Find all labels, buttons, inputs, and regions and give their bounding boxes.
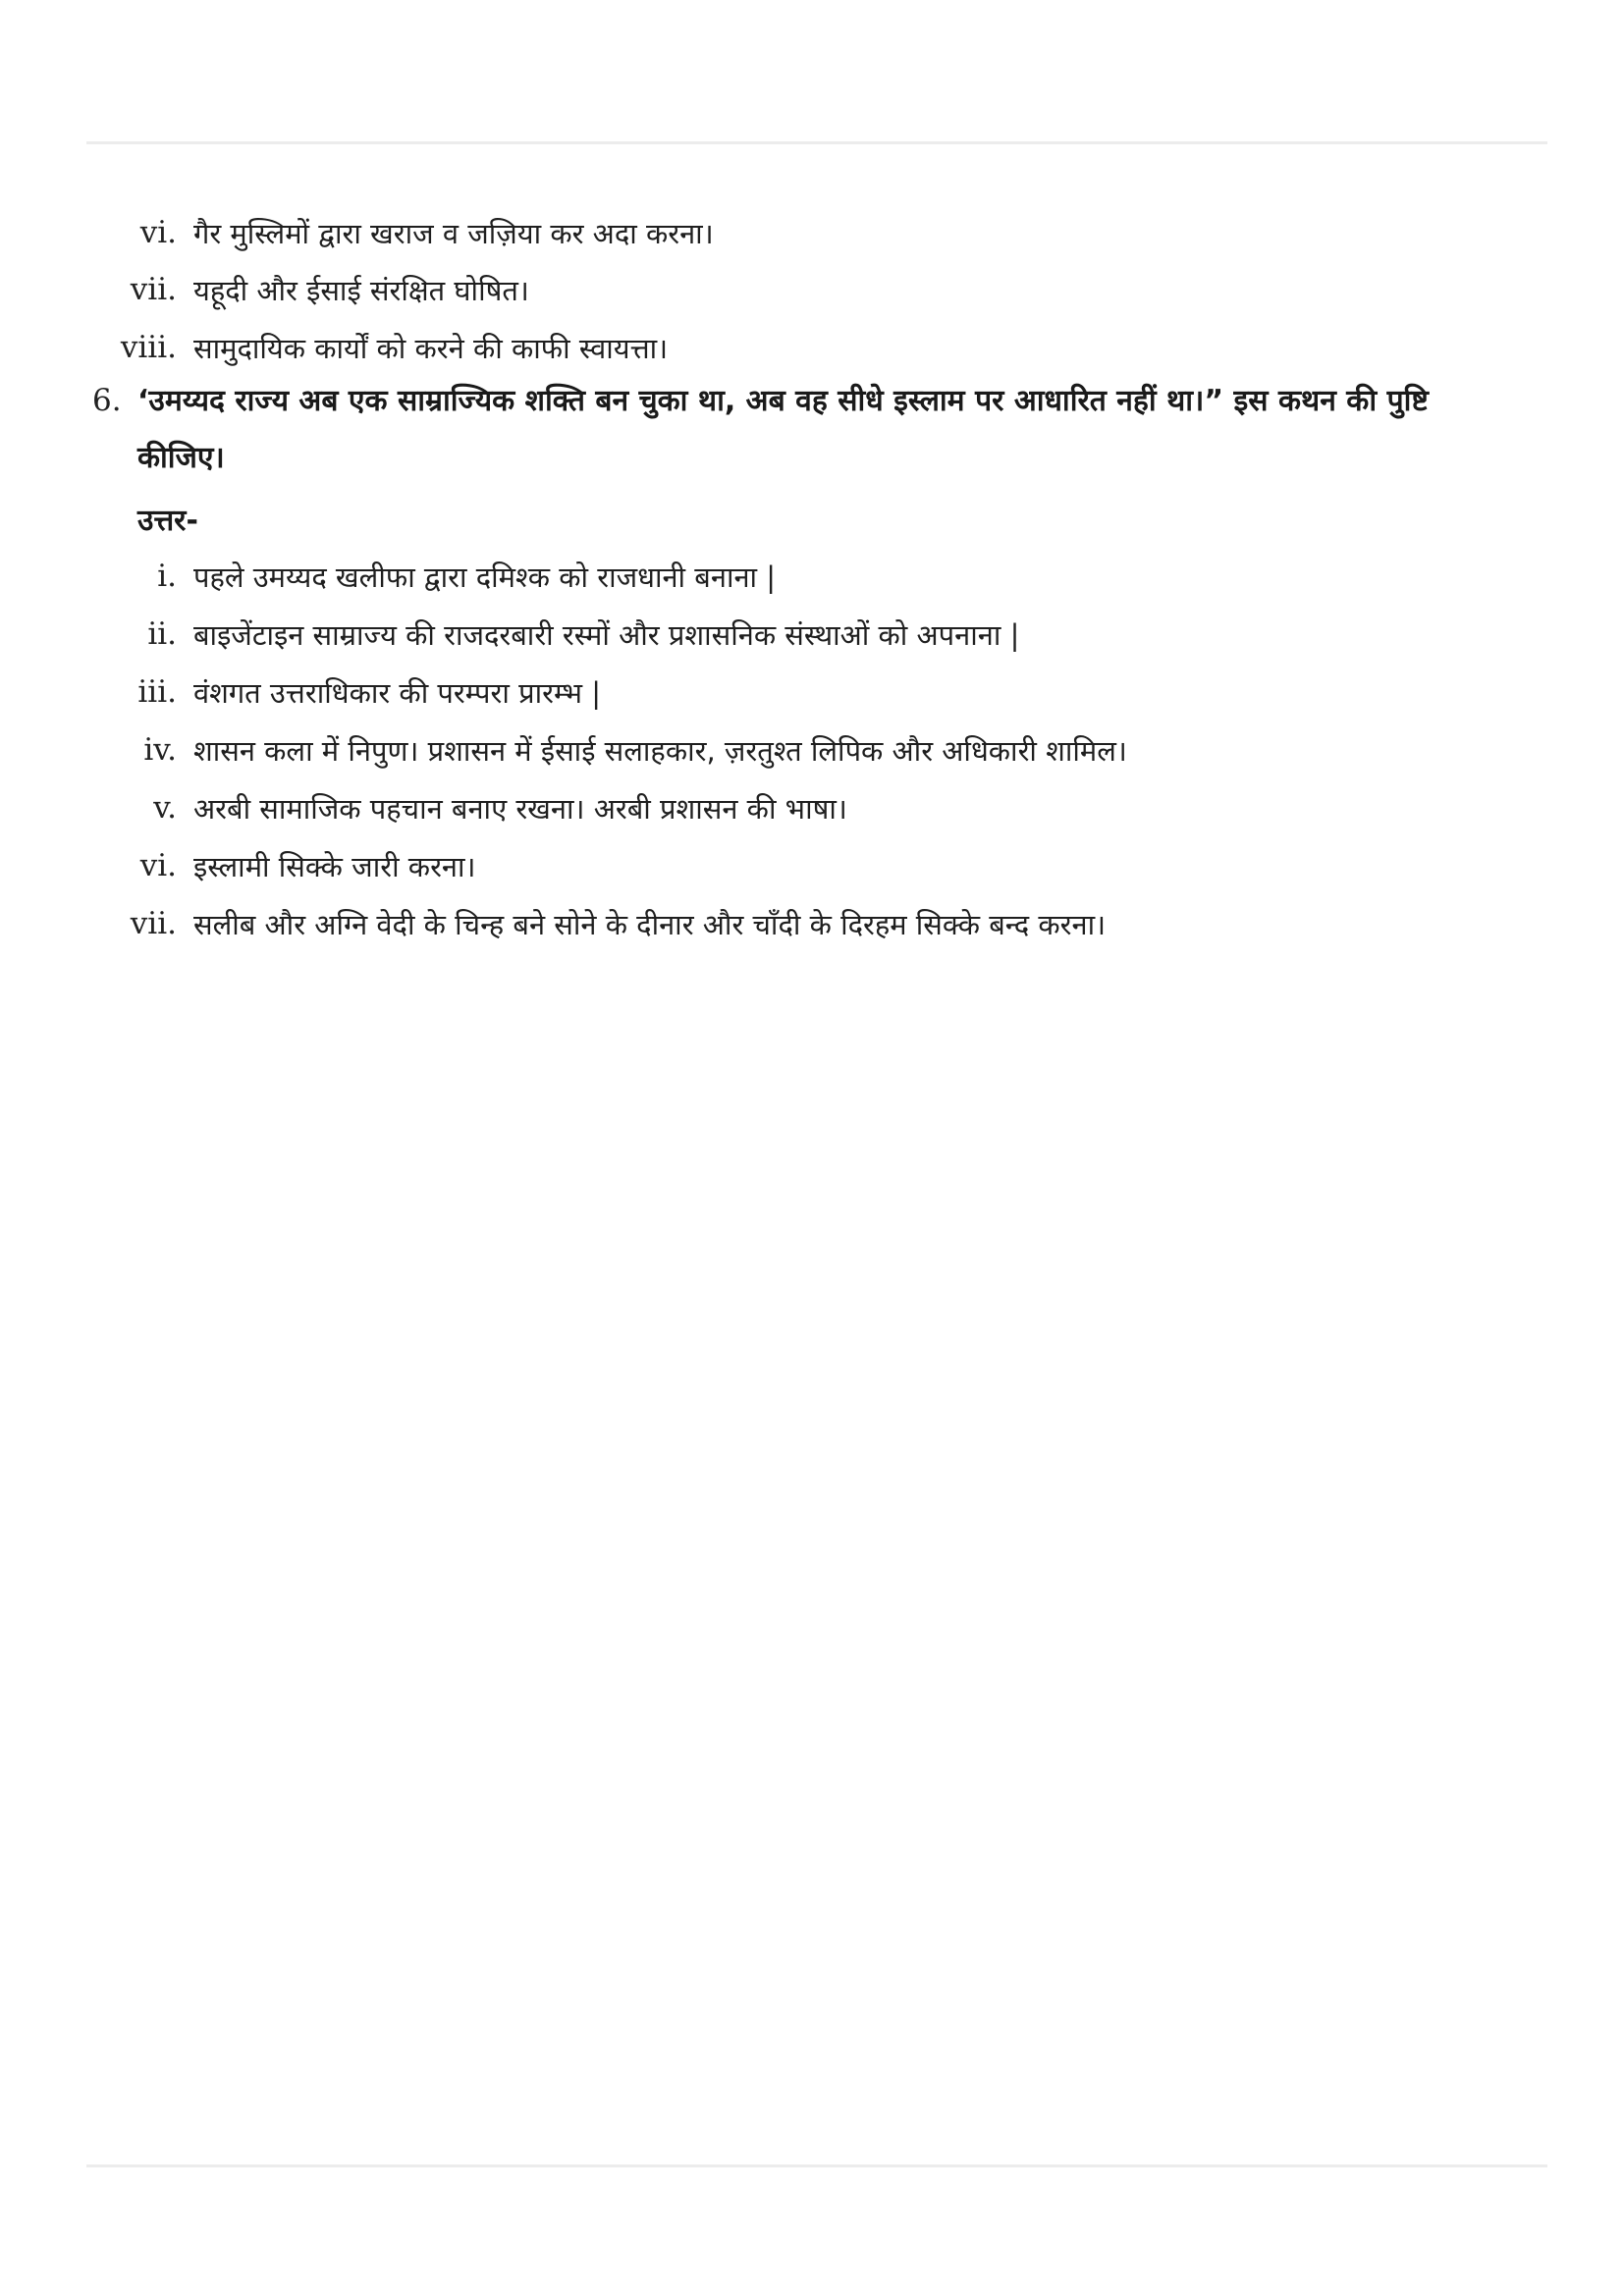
answer-label: उत्तर- xyxy=(137,504,198,538)
list-numeral: viii. xyxy=(120,330,177,365)
list-numeral: iii. xyxy=(137,674,177,710)
list-item-text: यहूदी और ईसाई संरक्षित घोषित। xyxy=(193,273,529,307)
list-numeral: i. xyxy=(157,559,177,594)
footer-divider xyxy=(86,2164,1547,2167)
list-item-text: पहले उमय्यद खलीफा द्वारा दमिश्क को राजधानी बनाना | xyxy=(193,560,777,594)
question-text: ‘उमय्यद राज्य अब एक साम्राज्यिक शक्ति बन चुका था, अब वह सीधे इस्लाम पर आधारित नहीं था।” इस कथन की पुष्टि कीजिए। xyxy=(137,384,1429,475)
list-numeral: v. xyxy=(153,790,177,826)
header-divider xyxy=(86,141,1547,144)
list-numeral: vi. xyxy=(139,215,177,250)
list-numeral: vii. xyxy=(130,272,177,307)
list-item-text: शासन कला में निपुण। प्रशासन में ईसाई सलाहकार, ज़रतुश्त लिपिक और अधिकारी शामिल। xyxy=(193,733,1127,768)
list-item-text: सामुदायिक कार्यों को करने की काफी स्वायत्ता। xyxy=(193,331,669,365)
list-numeral: vi. xyxy=(139,848,177,883)
list-item-text: सलीब और अग्नि वेदी के चिन्ह बने सोने के दीनार और चाँदी के दिरहम सिक्के बन्द करना। xyxy=(193,907,1107,941)
list-item-text: वंशगत उत्तराधिकार की परम्परा प्रारम्भ | xyxy=(193,675,602,710)
list-numeral: vii. xyxy=(130,906,177,941)
list-item-text: गैर मुस्लिमों द्वारा खराज व जज़िया कर अदा करना। xyxy=(193,216,714,250)
list-item-text: बाइजेंटाइन साम्राज्य की राजदरबारी रस्मों और प्रशासनिक संस्थाओं को अपनाना | xyxy=(193,617,1020,652)
list-item-text: इस्लामी सिक्के जारी करना। xyxy=(193,849,476,883)
list-numeral: iv. xyxy=(143,732,177,768)
list-item-text: अरबी सामाजिक पहचान बनाए रखना। अरबी प्रशासन की भाषा। xyxy=(193,791,847,826)
question-number: 6. xyxy=(92,383,122,418)
list-numeral: ii. xyxy=(147,616,177,652)
